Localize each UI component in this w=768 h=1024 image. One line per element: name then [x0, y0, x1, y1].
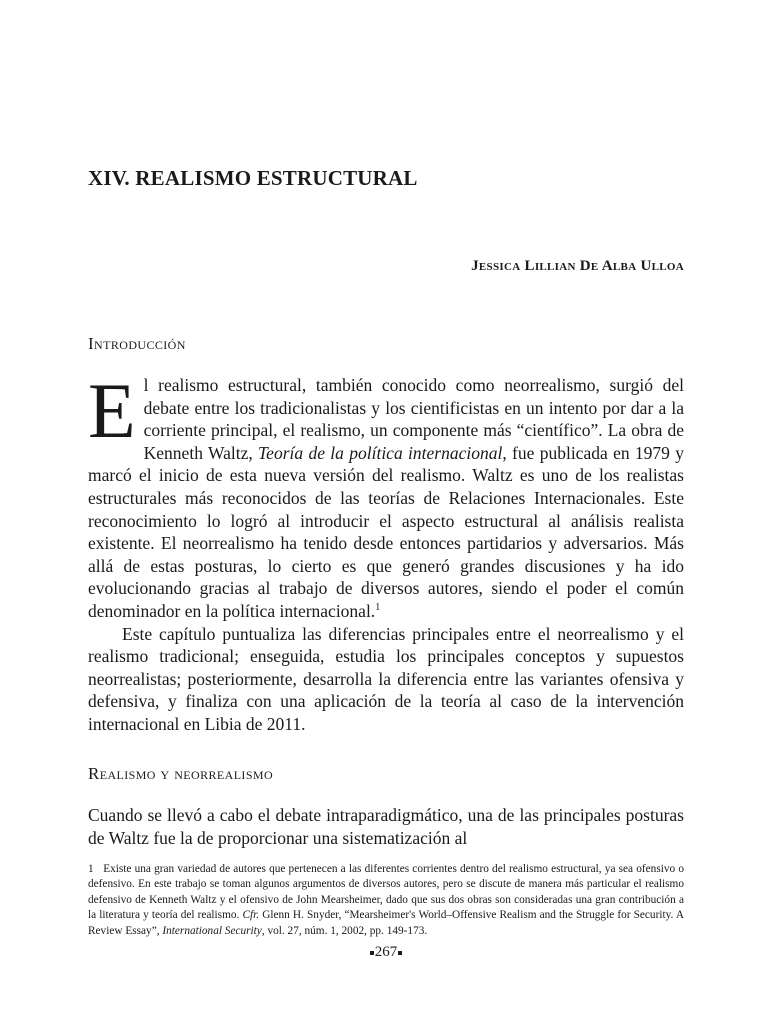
page-number-ornament-left: [370, 951, 374, 955]
page-number: [88, 944, 684, 961]
page-number-value: 267: [374, 944, 398, 960]
footnote-text-a: Existe una gran variedad de autores que pertenecen a las diferentes corrientes dentro del realismo estructural, ya sea ofensivo o defensivo. En este trabajo se toman algunos argumentos de diversos autores, pero se discute de manera más particular el realismo defensivo de Kenneth Waltz y el ofensivo de John Mearsheimer, dado que sus dos obras son consideradas una gran contribución a la literatura y teoría del realismo.: [88, 863, 684, 922]
intro-paragraph-1: [88, 367, 684, 623]
intro-text: [88, 367, 684, 736]
drop-cap: E: [88, 367, 136, 454]
footnote-cfr: Cfr.: [242, 909, 260, 922]
footnote-text-c: , vol. 27, núm. 1, 2002, pp. 149-173.: [261, 924, 428, 937]
author-name: Jessica Lillian De Alba Ulloa: [471, 258, 684, 274]
section-heading-introduccion: Introducción: [88, 334, 186, 353]
footnote-number: 1: [88, 863, 94, 875]
footnote-text-b: Glenn H. Snyder, “Mearsheimer's World–Offensive Realism and the Struggle for Security. A Review Essay”,: [88, 909, 684, 937]
intro-p1-part-a: l realismo estructural, también conocido como neorrealismo, surgió del debate entre los tradicionalistas y los cientificistas en un intento por dar a la corriente principal, el realismo, un componente más “científico”. La obra de Kenneth Waltz,: [143, 375, 684, 463]
intro-paragraph-2: Este capítulo puntualiza las diferencias principales entre el neorrealismo y el realismo tradicional; enseguida, estudia los principales conceptos y supuestos neorrealistas; posteriormente, desarrolla la diferencia entre las variantes ofensiva y defensiva, y finaliza con una aplicación de la teoría al caso de la intervención internacional en Libia de 2011.: [88, 623, 684, 734]
footnote-ref[interactable]: 1: [375, 602, 381, 614]
chapter-title: XIV. REALISMO ESTRUCTURAL: [88, 166, 418, 190]
footnote: [88, 862, 684, 939]
page-number-ornament-right: [398, 951, 402, 955]
footnote-journal: International Security: [162, 924, 262, 937]
section-heading-realismo: Realismo y neorrealismo: [88, 764, 274, 783]
realismo-paragraph-1: Cuando se llevó a cabo el debate intraparadigmático, una de las principales posturas de Waltz fue la de proporcionar una sistematización al: [88, 805, 684, 848]
book-title: Teoría de la política internacional: [258, 442, 503, 463]
intro-p1-part-b: , fue publicada en 1979 y marcó el inicio de esta nueva versión del realismo. Waltz es uno de los realistas estructurales más reconocidos de las teorías de Relaciones Internacionales. Este reconocimiento lo logró al introducir el aspecto estructural al análisis realista existente. El neorrealismo ha tenido desde entonces partidarios y adversarios. Más allá de estas posturas, lo cierto es que generó grandes discusiones y ha ido evolucionando gracias al trabajo de diversos autores, siendo el poder el común denominador en la política internacional.: [88, 442, 684, 621]
